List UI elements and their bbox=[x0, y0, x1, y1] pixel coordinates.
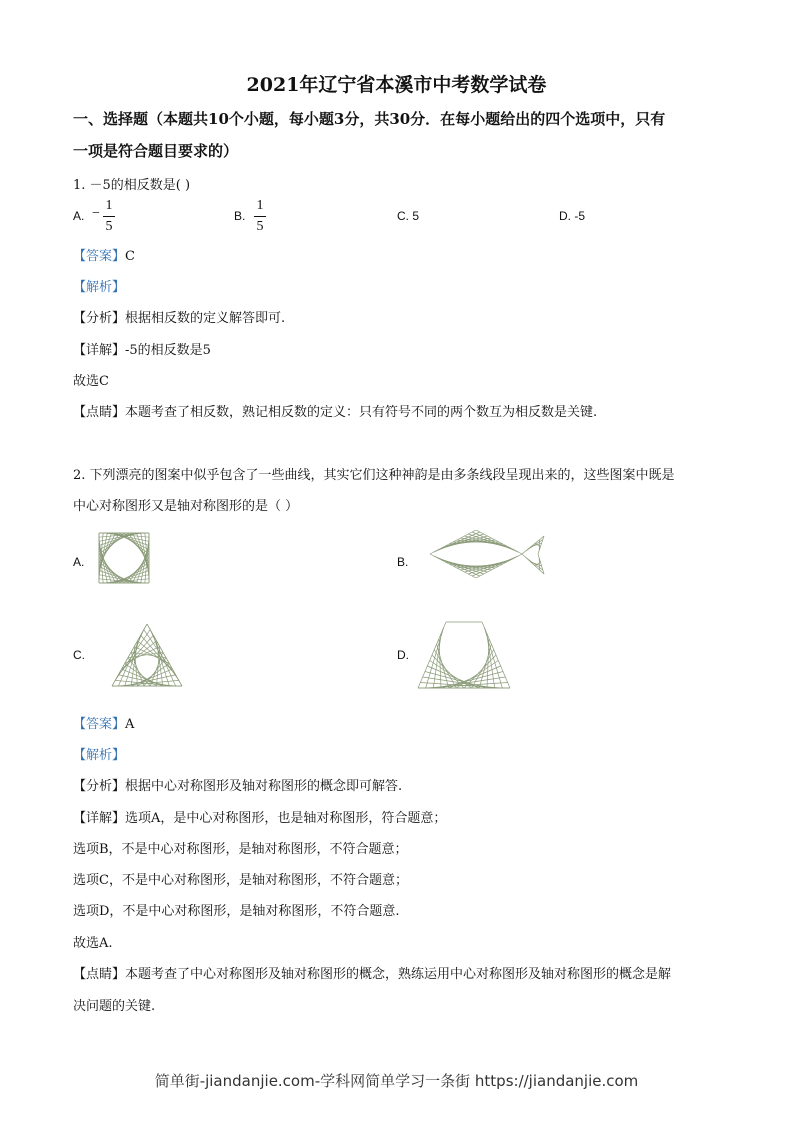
q2-dianjing-line1: 【点睛】本题考查了中心对称图形及轴对称图形的概念，熟练运用中心对称图形及轴对称图形的概念是解 bbox=[73, 967, 672, 982]
q1-option-a-numerator: 1 bbox=[105, 198, 113, 213]
q1-option-a-fraction bbox=[103, 198, 115, 235]
q2-stem-line1: 2. 下列漂亮的图案中似乎包含了一些曲线，其实它们这种神韵是由多条线段呈现出来的，这些图案中既是 bbox=[73, 468, 675, 483]
q1-analysis-tag: 【解析】 bbox=[73, 280, 126, 295]
q1-option-a-denominator: 5 bbox=[105, 219, 113, 234]
fraction-bar bbox=[103, 216, 115, 217]
q2-analysis-tag: 【解析】 bbox=[73, 748, 126, 763]
q2-line-d: 选项D，不是中心对称图形，是轴对称图形，不符合题意. bbox=[73, 904, 400, 919]
q2-fenxi: 【分析】根据中心对称图形及轴对称图形的概念即可解答. bbox=[73, 779, 403, 794]
q1-option-b-fraction bbox=[254, 198, 266, 235]
q2-option-d-label: D. bbox=[397, 648, 409, 662]
q1-option-b-label: B. bbox=[234, 209, 246, 223]
q2-stem-line2: 中心对称图形又是轴对称图形的是（ ） bbox=[73, 499, 299, 514]
section-heading-line2: 一项是符合题目要求的） bbox=[73, 142, 239, 160]
q2-figure-c-triangle-string-art bbox=[110, 622, 184, 688]
q2-line-c: 选项C，不是中心对称图形，是轴对称图形，不符合题意； bbox=[73, 873, 408, 888]
q1-answer bbox=[73, 245, 135, 264]
q2-option-c-label: C. bbox=[73, 648, 85, 662]
q2-figure-a-string-art bbox=[96, 530, 152, 586]
fraction-bar bbox=[254, 216, 266, 217]
q1-stem: 1. －5的相反数是( ) bbox=[73, 178, 191, 193]
q2-figure-b-fish-string-art bbox=[428, 530, 548, 578]
q2-dianjing-line2: 决问题的关键. bbox=[73, 999, 156, 1014]
q1-answer-value: C bbox=[125, 249, 135, 264]
page-title: 2021年辽宁省本溪市中考数学试卷 bbox=[246, 74, 547, 96]
q1-xiangjie: 【详解】-5的相反数是5 bbox=[73, 343, 211, 358]
section-heading-line1: 一、选择题（本题共10个小题，每小题3分，共30分．在每小题给出的四个选项中，只有 bbox=[73, 110, 666, 128]
q1-guxuan: 故选C bbox=[73, 374, 109, 389]
q1-dianjing: 【点睛】本题考查了相反数，熟记相反数的定义：只有符号不同的两个数互为相反数是关键. bbox=[73, 405, 598, 420]
q1-option-c: C. 5 bbox=[397, 209, 420, 223]
q1-option-d: D. -5 bbox=[559, 209, 586, 223]
q1-option-a-minus: − bbox=[92, 206, 100, 221]
q2-option-b-label: B. bbox=[397, 555, 409, 569]
q2-option-a-label: A. bbox=[73, 555, 85, 569]
q1-fenxi: 【分析】根据相反数的定义解答即可. bbox=[73, 311, 286, 326]
q2-xiangjie: 【详解】选项A，是中心对称图形，也是轴对称图形，符合题意； bbox=[73, 811, 447, 826]
q2-line-b: 选项B，不是中心对称图形，是轴对称图形，不符合题意； bbox=[73, 842, 408, 857]
answer-tag: 【答案】 bbox=[73, 717, 126, 732]
page-footer: 简单街-jiandanjie.com-学科网简单学习一条街 https://jiandanjie.com bbox=[154, 1072, 639, 1090]
q2-figure-d-trapezoid-string-art bbox=[416, 620, 512, 690]
answer-tag: 【答案】 bbox=[73, 249, 126, 264]
q2-answer bbox=[73, 713, 134, 732]
q2-guxuan: 故选A. bbox=[73, 936, 113, 951]
q1-option-a-label: A. bbox=[73, 209, 85, 223]
q1-option-b-denominator: 5 bbox=[256, 219, 264, 234]
q1-option-b-numerator: 1 bbox=[256, 198, 264, 213]
q2-answer-value: A bbox=[125, 717, 135, 732]
